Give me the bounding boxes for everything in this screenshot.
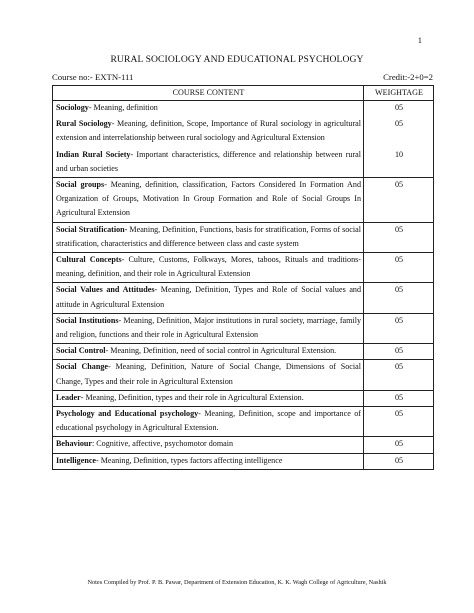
course-content-cell (53, 344, 364, 360)
table-row (53, 222, 434, 252)
table-row (53, 360, 434, 390)
topic-weightage: 05 (394, 392, 404, 402)
topic-description: - Meaning, Definition, Functions, basis for stratification, Forms of social stratification, characteristics and difference between class and caste system (56, 224, 361, 248)
weightage-cell (364, 253, 434, 283)
topic-entry (56, 178, 361, 221)
topic-term: Psychology and Educational psychology (56, 409, 199, 419)
table-row (53, 313, 434, 343)
table-row (53, 453, 434, 469)
weightage-cell (364, 360, 434, 390)
page-number: 1 (417, 35, 422, 45)
topic-weightage: 05 (394, 315, 404, 325)
course-info-line (52, 72, 433, 82)
weightage-cell (364, 313, 434, 343)
topic-weightage: 05 (394, 103, 404, 112)
page-footer: Notes Compiled by Prof. P. B. Pawar, Department of Extension Education, K. K. Wagh College of Agriculture, Nashik (87, 579, 387, 586)
topic-term: Cultural Concepts (56, 255, 122, 265)
topic-description: - Meaning, Definition, Major institutions in rural society, marriage, family and religion, functions and their role in Agricultural Extension (56, 315, 361, 340)
table-row (53, 407, 434, 437)
topic-entry (56, 253, 361, 281)
topic-entry (56, 454, 361, 468)
topic-entry (56, 437, 361, 451)
topic-term: Leader (56, 392, 81, 402)
course-content-cell (53, 222, 364, 252)
table-header-row (53, 86, 434, 101)
topic-description: - Meaning, definition, Scope, Importance of Rural sociology in agricultural extension and interrelationship between rural sociology and Agricultural Extension (56, 119, 361, 143)
course-credit: Credit:-2+0=2 (383, 72, 433, 82)
topic-description: : Cognitive, affective, psychomotor domain (91, 439, 233, 449)
topic-entry (56, 117, 361, 145)
weightage-cell (364, 437, 434, 453)
course-content-cell (53, 437, 364, 453)
topic-weightage: 05 (394, 362, 404, 372)
weightage-cell (364, 407, 434, 437)
topic-entry (56, 283, 361, 311)
topic-term: Social groups (56, 180, 105, 190)
table-row (53, 253, 434, 283)
topic-term: Social Stratification (56, 224, 125, 234)
topic-term: Behaviour (56, 439, 92, 449)
course-content-cell (53, 283, 364, 313)
topic-weightage: 05 (394, 409, 404, 419)
topic-term: Sociology (56, 103, 89, 112)
course-content-cell (53, 453, 364, 469)
table-row (53, 101, 434, 178)
topic-term: Social Change (56, 362, 108, 372)
weightage-cell (364, 178, 434, 223)
topic-term: Rural Sociology (56, 119, 112, 129)
course-content-cell (53, 253, 364, 283)
topic-description: - Important characteristics, difference and relationship between rural and urban societies (56, 149, 361, 173)
topic-entry (56, 148, 361, 176)
topic-description: - Meaning, Definition, need of social control in Agricultural Extension. (105, 346, 337, 356)
course-number: Course no:- EXTN-111 (52, 72, 134, 82)
weightage-cell (364, 344, 434, 360)
topic-description: - Culture, Customs, Folkways, Mores, taboos, Rituals and traditions- meaning, definition, and their role in Agricultural Extension (56, 255, 361, 279)
topic-description: - Meaning, Definition, Types and Role of Social values and attitude in Agricultural Extension (56, 285, 362, 309)
topic-description: - Meaning, Definition, types and their role in Agricultural Extension. (80, 392, 304, 402)
course-content-cell (53, 178, 364, 223)
table-row (53, 437, 434, 453)
course-content-cell (53, 313, 364, 343)
weightage-cell (364, 283, 434, 313)
topic-weightage: 05 (394, 455, 404, 465)
course-content-table (52, 85, 434, 470)
page-title: RURAL SOCIOLOGY AND EDUCATIONAL PSYCHOLOGY (110, 54, 364, 65)
header-course-content: COURSE CONTENT (53, 86, 364, 101)
topic-term: Social Control (56, 346, 106, 356)
topic-description: - Meaning, Definition, Nature of Social Change, Dimensions of Social Change, Types and their role in Agricultural Extension (56, 362, 361, 386)
topic-entry (56, 344, 361, 358)
topic-entry (56, 407, 361, 435)
topic-term: Indian Rural Society (56, 149, 131, 159)
topic-entry (56, 101, 361, 115)
topic-description: - Meaning, Definition, types factors affecting intelligence (96, 455, 283, 465)
table-row (53, 390, 434, 406)
topic-weightage: 05 (394, 346, 404, 356)
topic-weightage: 05 (394, 180, 404, 190)
table-row (53, 283, 434, 313)
table-row (53, 178, 434, 223)
topic-entry (56, 360, 361, 388)
course-content-cell (53, 407, 364, 437)
topic-entry (56, 314, 361, 342)
weightage-cell (364, 390, 434, 406)
weightage-cell (364, 453, 434, 469)
topic-term: Intelligence (56, 455, 97, 465)
table-body (53, 101, 434, 470)
topic-weightage: 10 (394, 150, 404, 160)
topic-weightage: 05 (394, 255, 404, 265)
topic-entry (56, 223, 361, 251)
topic-weightage: 05 (394, 224, 404, 234)
topic-description: - Meaning, Definition, scope and importance of educational psychology in Agricultural Extension. (56, 409, 361, 433)
topic-term: Social Values and Attitudes (56, 285, 155, 295)
course-content-cell (53, 101, 364, 178)
course-content-cell (53, 390, 364, 406)
weightage-cell (364, 101, 434, 178)
weightage-cell (364, 222, 434, 252)
topic-description: - Meaning, definition (88, 103, 158, 112)
table-row (53, 344, 434, 360)
course-content-cell (53, 360, 364, 390)
topic-weightage: 05 (394, 439, 404, 449)
topic-weightage: 05 (394, 285, 404, 295)
topic-weightage: 05 (394, 119, 404, 129)
topic-term: Social Institutions (56, 315, 119, 325)
topic-description: - Meaning, definition, classification, Factors Considered In Formation And Organization of Groups, Motivation In Group Formation and Role of Social Groups In Agricultural Extension (56, 180, 361, 218)
topic-entry (56, 391, 361, 405)
header-weightage: WEIGHTAGE (364, 86, 434, 101)
